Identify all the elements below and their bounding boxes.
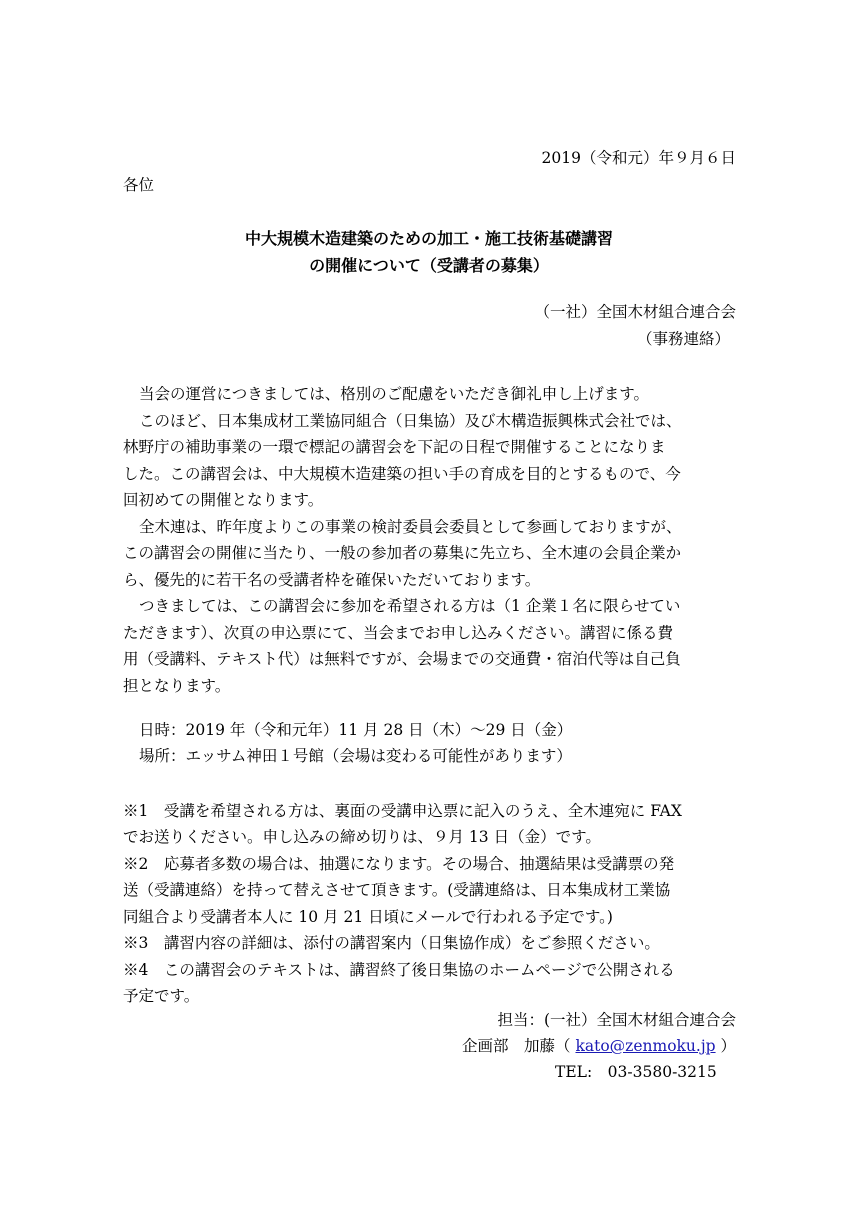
body-line: した。この講習会は、中大規模木造建築の担い手の育成を目的とするもので、今 [123, 465, 681, 483]
body-line: 全木連は、昨年度よりこの事業の検討委員会委員として参画しておりますが、 [139, 518, 682, 536]
note-line: 送（受講連絡）を持って替えさせて頂きます。(受講連絡は、日本集成材工業協 [123, 881, 671, 899]
contact-tel: TEL: 03-3580-3215 [555, 1063, 717, 1081]
contact-dept-prefix: 企画部 加藤（ [462, 1037, 576, 1055]
contact-dept-suffix: ） [715, 1037, 736, 1055]
note-line: 予定です。 [123, 987, 200, 1005]
addressee: 各位 [123, 176, 155, 194]
event-datetime: 日時：2019 年（令和元年）11 月 28 日（木）～29 日（金） [139, 721, 573, 739]
sender-org: （一社）全国木材組合連合会 [534, 303, 736, 321]
body-line: 回初めての開催となります。 [123, 491, 324, 509]
note-line: ※1 受講を希望される方は、裏面の受講申込票に記入のうえ、全木連宛に FAX [123, 802, 682, 820]
body-line: 当会の運営につきましては、格別のご配慮をいただき御礼申し上げます。 [139, 385, 649, 403]
body-line: つきましては、この講習会に参加を希望される方は（1 企業１名に限らせてい [139, 597, 681, 615]
body-line: 用（受講料、テキスト代）は無料ですが、会場までの交通費・宿泊代等は自己負 [123, 650, 681, 668]
note-line: ※3 講習内容の詳細は、添付の講習案内（日集協作成）をご参照ください。 [123, 934, 660, 952]
note-line: ※4 この講習会のテキストは、講習終了後日集協のホームページで公開される [123, 961, 675, 979]
note-line: 同組合より受講者本人に 10 月 21 日頃にメールで行われる予定です。) [123, 908, 613, 926]
event-venue: 場所：エッサム神田１号館（会場は変わる可能性があります） [139, 747, 572, 765]
body-line: 林野庁の補助事業の一環で標記の講習会を下記の日程で開催することになりま [123, 438, 666, 456]
body-line: このほど、日本集成材工業協同組合（日集協）及び木構造振興株式会社では、 [139, 412, 682, 430]
body-line: ら、優先的に若干名の受講者枠を確保いただいております。 [123, 571, 541, 589]
title-line-2: の開催について（受講者の募集） [309, 256, 549, 275]
body-line: この講習会の開催に当たり、一般の参加者の募集に先立ち、全木連の会員企業か [123, 544, 682, 562]
contact-person: 担当：(一社）全国木材組合連合会 [497, 1011, 736, 1029]
contact-dept [462, 1034, 736, 1056]
contact-email-link[interactable]: kato@zenmoku.jp [575, 1037, 716, 1055]
body-line: ただきます）、次頁の申込票にて、当会までお申し込みください。講習に係る費 [123, 624, 673, 642]
sender-note: （事務連絡） [636, 330, 730, 348]
date-line: 2019（令和元）年９月６日 [541, 149, 736, 167]
note-line: でお送りください。申し込みの締め切りは、９月 13 日（金）です。 [123, 828, 601, 846]
title-line-1: 中大規模木造建築のための加工・施工技術基礎講習 [244, 229, 613, 248]
body-line: 担となります。 [123, 677, 231, 695]
note-line: ※2 応募者多数の場合は、抽選になります。その場合、抽選結果は受講票の発 [123, 855, 675, 873]
